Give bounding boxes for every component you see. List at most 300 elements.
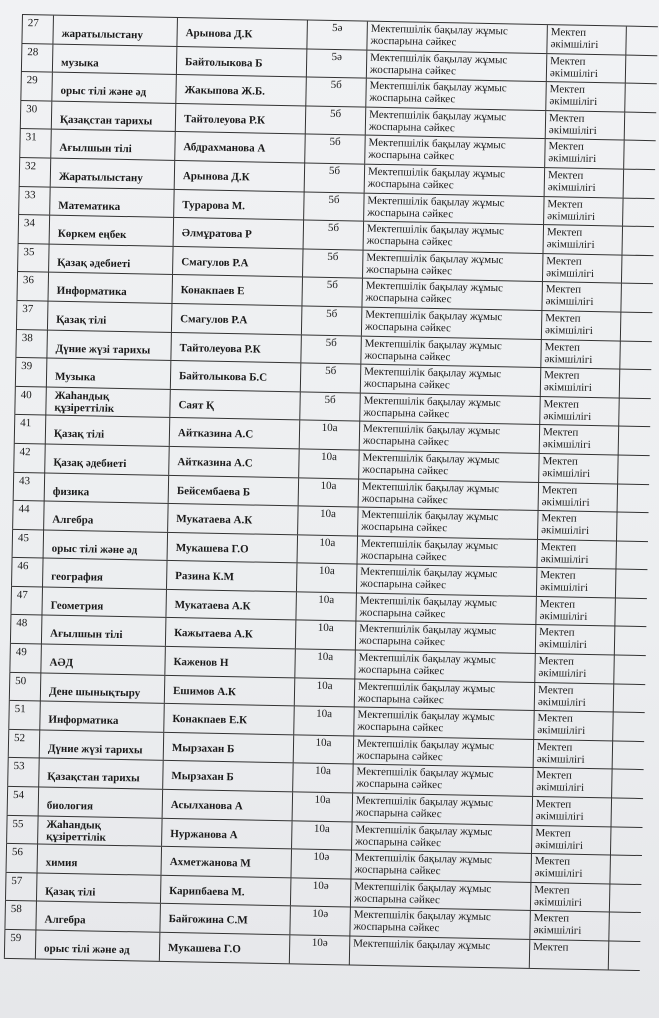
teacher-cell: Мукашева Г.О [167, 533, 298, 563]
basis-cell [353, 708, 533, 739]
responsible-line-1: Мектеп [548, 140, 584, 154]
teacher-cell: Кажытаева А.К [165, 618, 296, 648]
basis-cell [351, 822, 531, 853]
responsible-cell [535, 625, 616, 654]
responsible-cell [543, 225, 624, 254]
responsible-line-1: Мектеп [537, 712, 573, 725]
responsible-cell [540, 368, 621, 397]
responsible-line-1: Мектеп [545, 312, 581, 325]
subject-cell: орыс тілі және әд [35, 930, 160, 960]
basis-cell [357, 508, 537, 539]
teacher-cell: Абдрахманова А [174, 132, 305, 162]
responsible-line-2: әкімшілігі [549, 66, 598, 80]
responsible-line-1: Мектеп [547, 169, 584, 182]
teacher-cell: Ешимов А.К [164, 676, 295, 706]
basis-line-2: жоспарына сәйкес [362, 463, 449, 478]
basis-line-2: жоспарына сәйкес [360, 577, 447, 592]
responsible-cell [530, 854, 611, 883]
basis-line-2: жоспарына сәйкес [359, 606, 446, 621]
subject-cell: орыс тілі және әд [51, 73, 176, 103]
basis-cell [366, 22, 546, 53]
basis-cell [358, 450, 538, 481]
class-cell: 5ә [306, 20, 367, 49]
responsible-line-1: Мектеп [539, 626, 575, 640]
row-number: 57 [5, 873, 37, 901]
basis-line-1: Мектепшілік бақылау жұмыс [362, 451, 500, 467]
teacher-cell: Нуржанова А [161, 818, 292, 848]
responsible-line-2: әкімшілігі [537, 695, 586, 709]
basis-line-2: жоспарына сәйкес [356, 749, 443, 764]
basis-cell [359, 393, 539, 424]
responsible-cell [542, 254, 623, 283]
subject-cell: физика [44, 473, 169, 503]
responsible-cell [537, 511, 618, 540]
responsible-cell [539, 425, 620, 454]
basis-cell [354, 651, 534, 682]
responsible-line-1: Мектеп [543, 397, 580, 411]
basis-cell [364, 136, 544, 167]
basis-cell [360, 336, 540, 367]
basis-line-1: Мектепшілік бақылау жұмыс [361, 508, 499, 524]
basis-cell [353, 736, 533, 767]
responsible-line-1: Мектеп [544, 369, 580, 382]
responsible-cell [529, 940, 610, 969]
basis-line-1: Мектепшілік бақылау жұмыс [366, 251, 504, 267]
basis-line-1: Мектепшілік бақылау жұмыс [367, 194, 505, 209]
teacher-cell: Турарова М. [173, 190, 304, 220]
row-number: 40 [14, 387, 46, 415]
basis-line-2: жоспарына сәйкес [356, 777, 443, 792]
teacher-cell: Карипбаева М. [160, 876, 291, 906]
row-number: 42 [13, 444, 45, 472]
responsible-line-2: әкімшілігі [539, 609, 588, 623]
basis-line-2: жоспарына сәйкес [363, 406, 450, 420]
basis-line-1: Мектепшілік бақылау жұмыс [357, 708, 495, 724]
teacher-cell: Айтказина А.С [169, 418, 300, 448]
class-cell: 10а [295, 621, 356, 650]
subject-cell: география [42, 559, 167, 589]
row-number: 45 [12, 530, 44, 558]
row-number: 54 [7, 787, 39, 815]
basis-cell [365, 107, 545, 138]
basis-line-1: Мектепшілік бақылау жұмыс [370, 51, 508, 66]
subject-cell: Қазақ әдебиеті [48, 244, 173, 274]
responsible-line-2: әкімшілігі [540, 552, 589, 566]
subject-cell: Жаһандық құзіреттілік [45, 387, 170, 417]
responsible-line-1: Мектеп [540, 540, 577, 554]
basis-cell [360, 365, 540, 396]
basis-line-1: Мектепшілік бақылау жұмыс [369, 79, 507, 95]
row-number: 44 [12, 501, 44, 529]
basis-line-1: Мектепшілік бақылау жұмыс [355, 823, 493, 838]
basis-cell [359, 422, 539, 453]
basis-line-2: жоспарына сәйкес [363, 377, 450, 392]
responsible-line-2: әкімшілігі [533, 895, 583, 909]
responsible-cell [534, 683, 615, 712]
row-number: 56 [6, 844, 38, 872]
responsible-cell [541, 282, 622, 311]
class-cell: 10а [291, 821, 352, 850]
inspection-schedule-table [4, 14, 658, 971]
row-number: 47 [10, 587, 42, 615]
responsible-cell [536, 568, 617, 597]
teacher-cell: Смагулов Р.А [172, 247, 303, 277]
basis-line-1: Мектепшілік бақылау жұмыс [356, 737, 495, 753]
row-number: 34 [18, 215, 50, 243]
basis-cell [356, 565, 536, 596]
basis-line-2: жоспарына сәйкес [357, 692, 444, 706]
teacher-cell: Каженов Н [164, 647, 295, 677]
subject-cell: Көркем еңбек [49, 216, 174, 246]
responsible-line-1: Мектеп [536, 740, 573, 754]
row-number: 31 [19, 129, 51, 157]
basis-line-2: жоспарына сәйкес [360, 549, 447, 563]
subject-cell: Қазақ әдебиеті [44, 444, 169, 474]
responsible-cell [532, 768, 613, 797]
subject-cell: Информатика [39, 702, 164, 732]
responsible-line-1: Мектеп [545, 283, 582, 297]
basis-line-1: Мектепшілік бақылау жұмыс [370, 22, 508, 38]
responsible-line-2: әкімшілігі [535, 810, 584, 823]
responsible-line-2: әкімшілігі [539, 581, 589, 595]
basis-cell [352, 765, 532, 796]
basis-line-1: Мектепшілік бақылау жұмыс [365, 279, 504, 295]
class-cell: 5б [299, 392, 360, 421]
basis-line-2: жоспарына сәйкес [355, 806, 442, 821]
responsible-cell [539, 397, 620, 426]
basis-line-1: Мектепшілік бақылау жұмыс [365, 308, 503, 324]
teacher-cell: Айтказина А.С [168, 447, 299, 477]
teacher-cell: Мукатаева А.К [165, 590, 296, 620]
class-cell: 10а [298, 478, 359, 507]
basis-cell [363, 222, 543, 253]
basis-cell [361, 279, 541, 310]
responsible-line-2: әкімшілігі [538, 667, 587, 681]
teacher-cell: Әлмұратова Р [173, 218, 304, 248]
subject-cell: Қазақ тілі [36, 873, 161, 903]
subject-cell: Дүние жүзі тарихы [39, 730, 164, 760]
responsible-line-2: әкімшілігі [533, 924, 582, 938]
responsible-cell [546, 54, 627, 83]
basis-line-2: жоспарына сәйкес [364, 320, 452, 335]
basis-line-2: жоспарына сәйкес [366, 234, 453, 249]
subject-cell: Алгебра [35, 902, 160, 932]
basis-line-1: Мектепшілік бақылау жұмыс [364, 337, 502, 352]
basis-line-2: жоспарына сәйкес [370, 34, 457, 49]
basis-line-2: жоспарына сәйкес [355, 835, 442, 849]
basis-line-1: Мектепшілік бақылау жұмыс [359, 594, 497, 610]
responsible-line-1: Мектеп [539, 597, 576, 611]
responsible-line-2: әкімшілігі [542, 466, 591, 480]
class-cell: 5б [303, 192, 364, 221]
subject-cell: Ағылшын тілі [50, 130, 175, 160]
basis-line-1: Мектепшілік бақылау жұмыс [359, 623, 497, 638]
subject-cell: Дене шынықтыру [40, 673, 165, 703]
basis-cell [355, 593, 535, 624]
subject-cell: Информатика [48, 273, 173, 303]
basis-line-2: жоспарына сәйкес [364, 349, 451, 363]
basis-line-2: жоспарына сәйкес [368, 149, 455, 163]
teacher-cell: Байтолыкова Б [176, 47, 307, 77]
responsible-line-2: әкімшілігі [548, 152, 597, 166]
basis-line-1: Мектепшілік бақылау жұмыс [366, 222, 505, 238]
class-cell: 10а [296, 564, 357, 593]
row-number: 46 [11, 558, 43, 586]
basis-line-1: Мектепшілік бақылау жұмыс [361, 480, 500, 495]
responsible-cell [544, 168, 625, 197]
responsible-line-1: Мектеп [546, 254, 582, 268]
teacher-cell: Байтолыкова Б.С [170, 361, 301, 391]
row-number: 51 [8, 701, 40, 729]
responsible-line-1: Мектеп [546, 226, 583, 239]
responsible-line-1: Мектеп [533, 912, 570, 926]
basis-line-2: жоспарына сәйкес [365, 291, 452, 306]
row-number: 30 [20, 101, 52, 129]
row-number: 59 [4, 930, 36, 958]
teacher-cell: Арынова Д.К [174, 161, 305, 191]
row-number: 36 [17, 272, 49, 300]
class-cell: 10ә [290, 878, 351, 907]
responsible-line-2: әкімшілігі [542, 438, 591, 452]
row-number: 48 [10, 615, 42, 643]
subject-cell: АӘД [40, 645, 165, 675]
class-cell: 5б [301, 306, 362, 335]
basis-line-1: Мектепшілік бақылау жұмыс [353, 937, 491, 953]
responsible-cell [538, 482, 619, 511]
responsible-line-2: әкімшілігі [543, 381, 592, 395]
subject-cell: Қазақ тілі [47, 301, 172, 331]
responsible-cell [533, 740, 614, 769]
responsible-line-2: әкімшілігі [534, 867, 583, 881]
teacher-cell: Тайтолеуова Р.К [175, 104, 306, 134]
class-cell: 10а [297, 535, 358, 564]
basis-line-1: Мектепшілік бақылау жұмыс [353, 908, 491, 924]
responsible-cell [531, 826, 612, 855]
responsible-line-2: әкімшілігі [538, 638, 587, 652]
basis-cell [355, 622, 535, 653]
basis-line-1: Мектепшілік бақылау жұмыс [364, 365, 502, 381]
responsible-line-2: әкімшілігі [536, 781, 585, 795]
responsible-line-2: әкімшілігі [545, 295, 594, 309]
subject-cell: биология [38, 787, 163, 817]
subject-cell: Музыка [46, 359, 171, 389]
responsible-line-1: Мектеп [534, 855, 571, 868]
responsible-line-2: әкімшілігі [547, 181, 596, 195]
subject-cell: Геометрия [41, 587, 166, 617]
responsible-cell [535, 597, 616, 626]
subject-cell: музыка [52, 44, 177, 74]
responsible-line-1: Мектеп [538, 655, 575, 668]
row-number: 49 [9, 644, 41, 672]
teacher-cell: Конакпаев Е [171, 275, 302, 305]
class-cell: 10ә [289, 935, 350, 964]
responsible-line-2: әкімшілігі [544, 324, 594, 337]
teacher-cell: Ахметжанова М [161, 847, 292, 877]
teacher-cell: Асылханова А [162, 790, 293, 820]
teacher-cell: Саят Қ [169, 390, 300, 420]
row-number: 27 [21, 15, 53, 43]
row-number: 55 [6, 815, 38, 843]
class-cell: 10а [292, 792, 353, 821]
class-cell: 5б [303, 221, 364, 250]
subject-cell: Ағылшын тілі [41, 616, 166, 646]
responsible-line-1: Мектеп [550, 26, 587, 39]
teacher-cell: Тайтолеуова Р.К [170, 332, 301, 362]
row-number: 50 [9, 673, 41, 701]
subject-cell: химия [37, 845, 162, 875]
responsible-cell [546, 25, 627, 54]
class-cell: 5б [304, 163, 365, 192]
row-number: 43 [13, 472, 45, 500]
basis-cell [363, 193, 543, 224]
responsible-line-2: әкімшілігі [550, 38, 599, 52]
class-cell: 10ә [290, 850, 351, 879]
basis-line-1: Мектепшілік бақылау жұмыс [362, 422, 501, 438]
responsible-line-2: әкімшілігі [544, 352, 593, 366]
basis-cell [349, 908, 529, 939]
responsible-cell [545, 111, 626, 140]
basis-line-2: жоспарына сәйкес [358, 635, 446, 649]
teacher-cell: Мукашева Г.О [159, 933, 290, 963]
basis-line-1: Мектепшілік бақылау жұмыс [363, 394, 501, 409]
responsible-line-1: Мектеп [535, 798, 572, 811]
responsible-cell [541, 311, 622, 340]
basis-cell [350, 851, 530, 882]
responsible-cell [544, 139, 625, 168]
teacher-cell: Смагулов Р.А [171, 304, 302, 334]
responsible-line-2: әкімшілігі [543, 409, 592, 423]
subject-cell: орыс тілі және әд [43, 530, 168, 560]
subject-cell: Жаһандық құзіреттілік [37, 816, 162, 846]
class-cell: 5б [305, 106, 366, 135]
class-cell: 5б [300, 364, 361, 393]
responsible-line-1: Мектеп [533, 940, 569, 954]
basis-line-2: жоспарына сәйкес [361, 520, 448, 535]
row-number: 37 [16, 301, 48, 329]
basis-cell [361, 308, 541, 339]
responsible-line-1: Мектеп [534, 883, 570, 897]
basis-line-1: Мектепшілік бақылау жұмыс [360, 537, 499, 552]
responsible-line-2: әкімшілігі [541, 495, 590, 509]
responsible-line-1: Мектеп [549, 83, 586, 97]
basis-cell [365, 79, 545, 110]
responsible-line-2: әкімшілігі [541, 524, 590, 538]
row-number: 29 [20, 72, 52, 100]
class-cell: 5б [304, 135, 365, 164]
basis-line-2: жоспарына сәйкес [369, 91, 456, 106]
basis-cell [349, 936, 529, 967]
teacher-cell: Мырзахан Б [162, 761, 293, 791]
basis-line-1: Мектепшілік бақылау жұмыс [368, 137, 506, 152]
responsible-line-1: Мектеп [544, 340, 581, 354]
basis-line-2: жоспарына сәйкес [369, 63, 457, 77]
class-cell: 10а [294, 649, 355, 678]
subject-cell: Жаратылыстану [50, 159, 175, 189]
responsible-cell [536, 540, 617, 569]
basis-cell [357, 536, 537, 567]
teacher-cell: Мукатаева А.К [167, 504, 298, 534]
class-cell: 5б [305, 78, 366, 107]
subject-cell: Қазақстан тарихы [38, 759, 163, 789]
basis-line-2: жоспарына сәйкес [353, 892, 441, 906]
responsible-line-2: әкімшілігі [546, 266, 595, 280]
responsible-line-1: Мектеп [541, 483, 578, 497]
class-cell: 10а [298, 449, 359, 478]
responsible-line-1: Мектеп [541, 512, 577, 525]
responsible-line-2: әкімшілігі [536, 752, 585, 766]
basis-line-2: жоспарына сәйкес [357, 720, 444, 735]
basis-line-2: жоспарына сәйкес [367, 206, 454, 220]
teacher-cell: Байгожина С.М [159, 904, 290, 934]
subject-cell: Қазақ тілі [45, 416, 170, 446]
basis-line-2: жоспарына сәйкес [358, 663, 445, 678]
basis-line-2: жоспарына сәйкес [354, 863, 441, 878]
class-cell: 5б [300, 335, 361, 364]
row-number: 39 [15, 358, 47, 386]
class-cell: 10а [292, 764, 353, 793]
responsible-line-1: Мектеп [547, 197, 583, 211]
basis-line-2: жоспарына сәйкес [362, 434, 449, 449]
subject-cell: Қазақстан тарихы [51, 101, 176, 131]
basis-cell [350, 879, 530, 910]
basis-line-1: Мектепшілік бақылау жұмыс [358, 680, 496, 695]
responsible-line-2: әкімшілігі [535, 838, 584, 852]
subject-cell: жаратылыстану [52, 16, 177, 46]
class-cell: 5ә [306, 49, 367, 78]
basis-cell [366, 50, 546, 81]
basis-line-2: жоспарына сәйкес [368, 120, 455, 135]
responsible-line-1: Мектеп [538, 683, 574, 697]
subject-cell: Алгебра [43, 502, 168, 532]
responsible-line-1: Мектеп [542, 454, 578, 468]
subject-cell: Дүние жүзі тарихы [46, 330, 171, 360]
responsible-cell [545, 82, 626, 111]
responsible-line-2: әкімшілігі [549, 95, 598, 109]
basis-line-1: Мектепшілік бақылау жұмыс [355, 794, 494, 810]
row-number: 32 [19, 158, 51, 186]
row-number: 58 [4, 901, 36, 929]
responsible-line-2: әкімшілігі [546, 238, 595, 252]
responsible-line-1: Мектеп [542, 426, 579, 440]
subject-cell: Математика [49, 187, 174, 217]
basis-line-1: Мектепшілік бақылау жұмыс [369, 108, 507, 124]
responsible-line-1: Мектеп [540, 569, 576, 583]
basis-cell [354, 679, 534, 710]
row-number: 41 [14, 415, 46, 443]
class-cell: 10а [294, 678, 355, 707]
row-number: 38 [15, 329, 47, 357]
basis-cell [364, 165, 544, 196]
responsible-line-2: әкімшілігі [548, 123, 597, 137]
teacher-cell: Мырзахан Б [163, 733, 294, 763]
row-number: 35 [17, 244, 49, 272]
row-number: 52 [8, 730, 40, 758]
basis-line-1: Мектепшілік бақылау жұмыс [356, 766, 494, 781]
responsible-cell [538, 454, 619, 483]
responsible-cell [534, 654, 615, 683]
responsible-cell [533, 711, 614, 740]
basis-cell [352, 794, 532, 825]
class-cell: 10а [297, 506, 358, 535]
responsible-line-1: Мектеп [535, 826, 571, 840]
basis-line-2: жоспарына сәйкес [361, 492, 448, 506]
basis-cell [358, 479, 538, 510]
basis-line-1: Мектепшілік бақылау жұмыс [367, 165, 506, 181]
basis-line-1: Мектепшілік бақылау жұмыс [354, 880, 492, 895]
responsible-cell [530, 883, 611, 912]
row-number: 28 [21, 44, 53, 72]
basis-line-1: Мектепшілік бақылау жұмыс [360, 565, 498, 581]
